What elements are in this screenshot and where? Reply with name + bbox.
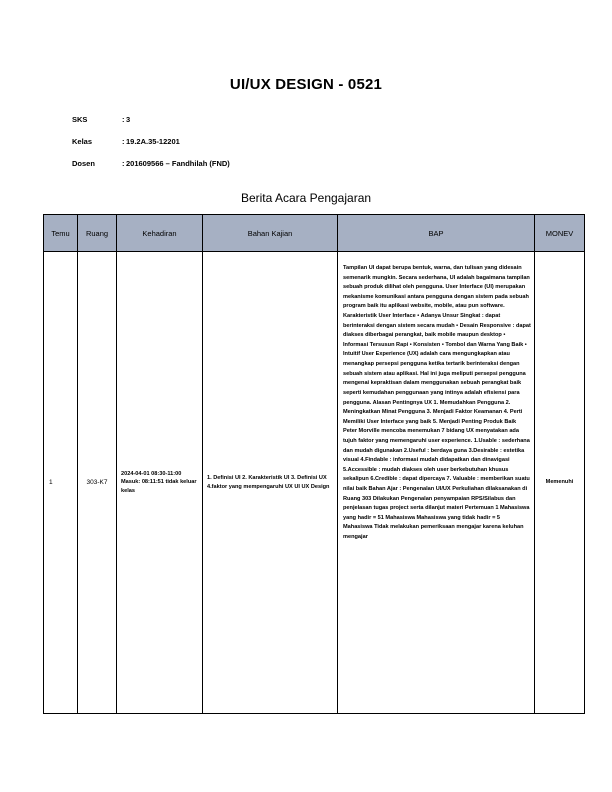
cell-bap: Tampilan UI dapat berupa bentuk, warna, dan tulisan yang didesain semenarik mungkin. Secara sederhana, UI adalah bagaimana tampilan sebuah produk dilihat oleh pengguna. User Interface (UI) merupakan mekanisme komunikasi antara pengguna dengan sistem pada sebuah program baik itu aplikasi website, mobile, atau pun software. Karakteristik User Interface • Adanya Unsur Singkat : dapat berinteraksi dengan sistem secara mudah • Desain Responsive : dapat diakses diberbagai perangkat, baik mobile maupun desktop • Informasi Tersusun Rapi • Konsisten • Tombol dan Warna Yang Baik • Intuitif User Experience (UX) adalah cara mengungkapkan atau menangkap persepsi pengguna ketika tertarik berinteraksi dengan sebuah sistem atau aplikasi. Hal ini juga meliputi persepsi pengguna mengenai kepraktisan dalam menggunakan sebuah perangkat baik seperti kemudahan penggunaan yang intinya adalah efisiensi para pengguna. Alasan Pentingnya UX 1. Memudahkan Pengguna 2. Meningkatkan Minat Pengguna 3. Menjadi Faktor Keamanan 4. Perti Memiliki User Interface yang baik 5. Menjadi Penting Produk Baik Peter Morville mencoba menemukan 7 bidang UX menyatakan ada tujuh faktor yang memengaruhi user experience. 1.Usable : sederhana dan mudah digunakan 2.Useful : berdaya guna 3.Desirable : estetika visual 4.Findable : informasi mudah didapatkan dan dinavigasi 5.Accessible : mudah diakses oleh user berkebutuhan khusus sekalipun 6.Credible : dapat dipercaya 7. Valuable : memberikan suatu nilai baik Bahan Ajar : Pengenalan UI/UX Perkuliahan dilaksanakan di Ruang 303 Dilakukan Pengenalan penyampaian RPS/Silabus dan penjelasan tugas project serta dilanjut materi Pertemuan 1 Mahasiswa yang hadir = 51 Mahasiswa Mahasiswa yang tidak hadir = 5 Mahasiswa Tidak melakukan pemeriksaan mengajar karena keluhan mengajar	[338, 252, 535, 714]
cell-monev: Memenuhi	[535, 252, 585, 714]
meta-value: 19.2A.35-12201	[126, 136, 180, 146]
course-meta	[72, 108, 230, 174]
column-header: Bahan Kajian	[203, 215, 338, 252]
cell-bahan-kajian: 1. Definisi UI 2. Karakteristik UI 3. Definisi UX 4.faktor yang mempengaruhi UX UI UX Design	[203, 252, 338, 714]
column-header: BAP	[338, 215, 535, 252]
meta-separator: :	[122, 158, 125, 168]
column-header: Kehadiran	[117, 215, 203, 252]
meta-label: SKS	[72, 114, 88, 124]
column-header: Temu	[44, 215, 78, 252]
meta-value: 3	[126, 114, 131, 124]
table-header-row	[44, 215, 585, 252]
cell-kehadiran: 2024-04-01 08:30-11:00 Masuk: 08:11:51 tidak keluar kelas	[117, 252, 203, 714]
page-title: UI/UX DESIGN - 0521	[229, 76, 383, 93]
teaching-record-table	[43, 214, 585, 714]
cell-ruang: 303-K7	[78, 252, 117, 714]
meta-separator: :	[122, 114, 125, 124]
meta-label: Kelas	[72, 136, 93, 146]
meta-row-sks	[72, 108, 230, 130]
meta-row-dosen	[72, 152, 230, 174]
section-title: Berita Acara Pengajaran	[240, 191, 372, 205]
table-row	[44, 252, 585, 714]
column-header: MONEV	[535, 215, 585, 252]
meta-value: 201609566 – Fandhilah (FND)	[126, 158, 230, 168]
cell-temu: 1	[44, 252, 78, 714]
column-header: Ruang	[78, 215, 117, 252]
meta-separator: :	[122, 136, 125, 146]
meta-label: Dosen	[72, 158, 95, 168]
meta-row-kelas	[72, 130, 230, 152]
